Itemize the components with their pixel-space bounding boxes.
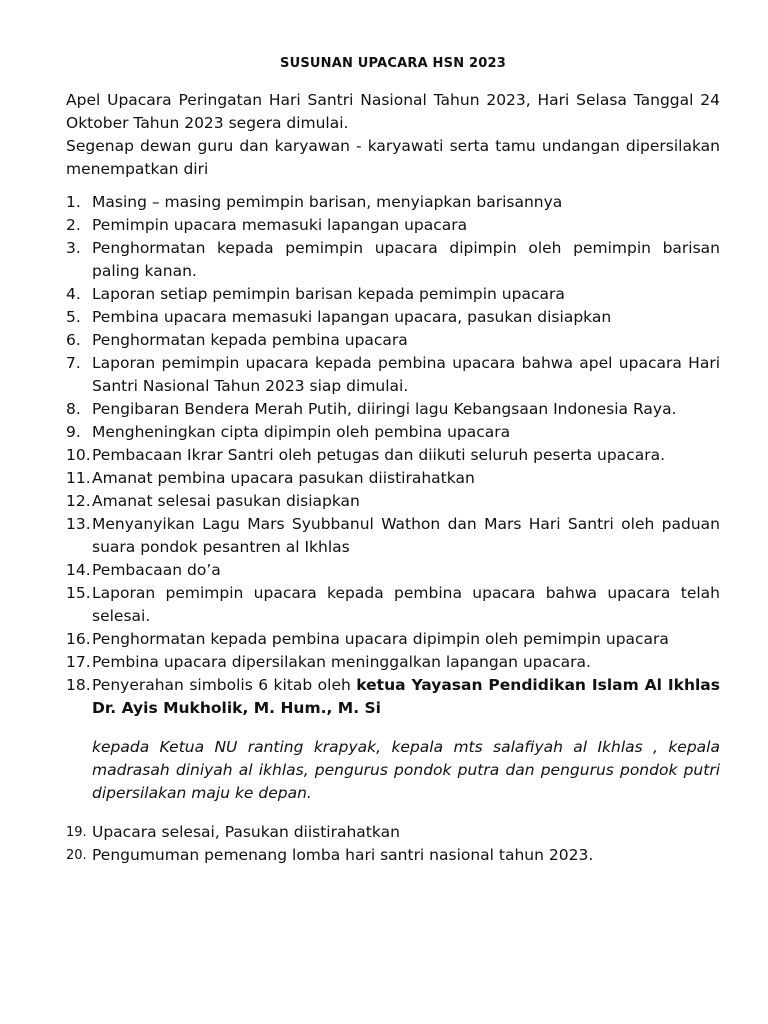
list-item bbox=[66, 674, 720, 720]
item-text: Pembacaan Ikrar Santri oleh petugas dan diikuti seluruh peserta upacara. bbox=[92, 446, 665, 464]
list-item bbox=[66, 352, 720, 398]
item-number: 15. bbox=[66, 584, 91, 602]
item-text: Masing – masing pemimpin barisan, menyiapkan barisannya bbox=[92, 193, 563, 211]
list-item bbox=[66, 490, 720, 513]
intro-line-1: Apel Upacara Peringatan Hari Santri Nasional Tahun 2023, Hari Selasa Tanggal 24 Oktober Tahun 2023 segera dimulai. bbox=[66, 91, 720, 132]
item-text: Pemimpin upacara memasuki lapangan upacara bbox=[92, 216, 468, 234]
item-number: 4. bbox=[66, 285, 81, 303]
item-text: Menyanyikan Lagu Mars Syubbanul Wathon dan Mars Hari Santri oleh paduan suara pondok pesantren al Ikhlas bbox=[92, 515, 720, 556]
item-number: 1. bbox=[66, 193, 81, 211]
item-number: 8. bbox=[66, 400, 81, 418]
list-item bbox=[66, 214, 720, 237]
item-number: 19. bbox=[66, 825, 87, 840]
list-item bbox=[66, 237, 720, 283]
item-number: 16. bbox=[66, 630, 91, 648]
list-item bbox=[66, 398, 720, 421]
item-number: 7. bbox=[66, 354, 81, 372]
list-item bbox=[66, 329, 720, 352]
list-item bbox=[66, 421, 720, 444]
item-number: 2. bbox=[66, 216, 81, 234]
intro-line-2: Segenap dewan guru dan karyawan - karyawati serta tamu undangan dipersilakan menempatkan diri bbox=[66, 137, 720, 178]
item-18-plain-text: Penyerahan simbolis 6 kitab oleh bbox=[92, 676, 357, 694]
item-number: 12. bbox=[66, 492, 91, 510]
list-item bbox=[66, 283, 720, 306]
list-item bbox=[66, 844, 720, 867]
list-item bbox=[66, 559, 720, 582]
item-number: 11. bbox=[66, 469, 91, 487]
list-item bbox=[66, 306, 720, 329]
item-text: Penghormatan kepada pemimpin upacara dipimpin oleh pemimpin barisan paling kanan. bbox=[92, 239, 720, 280]
item-number: 9. bbox=[66, 423, 81, 441]
item-text: Pembina upacara memasuki lapangan upacara, pasukan disiapkan bbox=[92, 308, 612, 326]
italic-note: kepada Ketua NU ranting krapyak, kepala mts salafiyah al Ikhlas , kepala madrasah diniyah al ikhlas, pengurus pondok putra dan pengurus pondok putri dipersilakan maju ke depan. bbox=[92, 738, 720, 802]
list-item bbox=[66, 191, 720, 214]
item-text: Amanat selesai pasukan disiapkan bbox=[92, 492, 360, 510]
list-item bbox=[66, 628, 720, 651]
item-text: Penghormatan kepada pembina upacara dipimpin oleh pemimpin upacara bbox=[92, 630, 669, 648]
item-text: Amanat pembina upacara pasukan diistirahatkan bbox=[92, 469, 475, 487]
item-text: Laporan pemimpin upacara kepada pembina upacara bahwa apel upacara Hari Santri Nasional Tahun 2023 siap dimulai. bbox=[92, 354, 720, 395]
item-text: Pembina upacara dipersilakan meninggalkan lapangan upacara. bbox=[92, 653, 591, 671]
document-title: SUSUNAN UPACARA HSN 2023 bbox=[280, 56, 506, 71]
item-text: Upacara selesai, Pasukan diistirahatkan bbox=[92, 823, 400, 841]
item-text: Pengibaran Bendera Merah Putih, diiringi lagu Kebangsaan Indonesia Raya. bbox=[92, 400, 677, 418]
item-number: 3. bbox=[66, 239, 81, 257]
item-number: 6. bbox=[66, 331, 81, 349]
item-text: Pengumuman pemenang lomba hari santri nasional tahun 2023. bbox=[92, 846, 594, 864]
item-text bbox=[92, 674, 720, 720]
item-number: 18. bbox=[66, 676, 91, 694]
item-text: Penghormatan kepada pembina upacara bbox=[92, 331, 408, 349]
item-number: 14. bbox=[66, 561, 91, 579]
agenda-list-end bbox=[66, 821, 720, 867]
item-number: 20. bbox=[66, 848, 87, 863]
item-text: Pembacaan do’a bbox=[92, 561, 221, 579]
list-item bbox=[66, 582, 720, 628]
list-item bbox=[66, 651, 720, 674]
item-text: Laporan pemimpin upacara kepada pembina upacara bahwa upacara telah selesai. bbox=[92, 584, 720, 625]
item-number: 17. bbox=[66, 653, 91, 671]
item-number: 10. bbox=[66, 446, 91, 464]
list-item bbox=[66, 467, 720, 490]
item-number: 5. bbox=[66, 308, 81, 326]
item-text: Laporan setiap pemimpin barisan kepada pemimpin upacara bbox=[92, 285, 565, 303]
agenda-list bbox=[66, 191, 720, 720]
item-number: 13. bbox=[66, 515, 91, 533]
item-text: Mengheningkan cipta dipimpin oleh pembina upacara bbox=[92, 423, 511, 441]
list-item bbox=[66, 444, 720, 467]
item-18-bold-text: ketua Yayasan Pendidikan Islam Al Ikhlas Dr. Ayis Mukholik, M. Hum., M. Si bbox=[92, 676, 720, 717]
list-item bbox=[66, 821, 720, 844]
list-item bbox=[66, 513, 720, 559]
intro-paragraph bbox=[66, 89, 720, 181]
